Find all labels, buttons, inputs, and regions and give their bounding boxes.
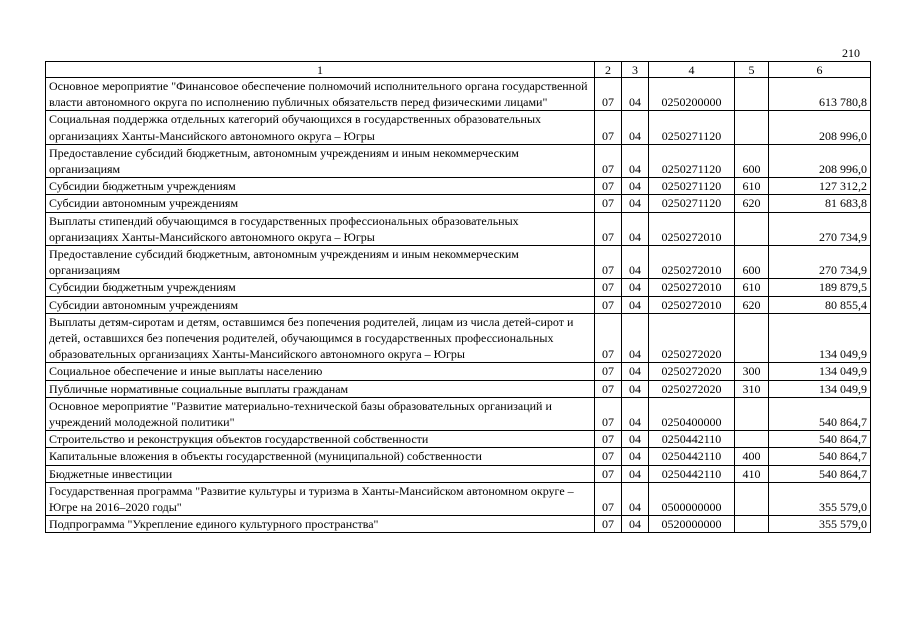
row-amount: 80 855,4 [769, 296, 871, 313]
row-expense-type-code [735, 482, 769, 515]
row-target-code: 0250442110 [649, 431, 735, 448]
table-row [46, 178, 871, 195]
row-target-code: 0250271120 [649, 195, 735, 212]
row-amount: 127 312,2 [769, 178, 871, 195]
table-row [46, 516, 871, 533]
row-section-code: 07 [595, 111, 622, 144]
row-target-code: 0250272010 [649, 212, 735, 245]
row-section-code: 07 [595, 313, 622, 363]
row-section-code: 07 [595, 78, 622, 111]
row-subsection-code: 04 [622, 178, 649, 195]
row-target-code: 0250271120 [649, 178, 735, 195]
page-number: 210 [842, 46, 860, 60]
row-target-code: 0250272020 [649, 380, 735, 397]
row-amount: 270 734,9 [769, 212, 871, 245]
row-name: Субсидии бюджетным учреждениям [46, 279, 595, 296]
row-subsection-code: 04 [622, 465, 649, 482]
table-row [46, 246, 871, 279]
row-subsection-code: 04 [622, 144, 649, 177]
row-name: Публичные нормативные социальные выплаты гражданам [46, 380, 595, 397]
row-target-code: 0250442110 [649, 465, 735, 482]
row-target-code: 0250272020 [649, 313, 735, 363]
row-amount: 540 864,7 [769, 448, 871, 465]
row-target-code: 0250272010 [649, 246, 735, 279]
row-section-code: 07 [595, 212, 622, 245]
row-expense-type-code [735, 78, 769, 111]
row-name: Основное мероприятие "Развитие материально-технической базы образовательных организаций и учреждений молодежной политики" [46, 397, 595, 430]
table-row [46, 363, 871, 380]
row-name: Строительство и реконструкция объектов государственной собственности [46, 431, 595, 448]
row-subsection-code: 04 [622, 279, 649, 296]
row-expense-type-code: 600 [735, 144, 769, 177]
row-expense-type-code: 300 [735, 363, 769, 380]
row-subsection-code: 04 [622, 380, 649, 397]
row-subsection-code: 04 [622, 212, 649, 245]
row-amount: 208 996,0 [769, 111, 871, 144]
table-row [46, 313, 871, 363]
row-section-code: 07 [595, 363, 622, 380]
row-subsection-code: 04 [622, 482, 649, 515]
row-expense-type-code: 310 [735, 380, 769, 397]
row-amount: 189 879,5 [769, 279, 871, 296]
header-col-1: 1 [46, 62, 595, 78]
row-subsection-code: 04 [622, 296, 649, 313]
row-target-code: 0520000000 [649, 516, 735, 533]
row-target-code: 0250442110 [649, 448, 735, 465]
row-amount: 355 579,0 [769, 516, 871, 533]
table-row [46, 431, 871, 448]
row-amount: 270 734,9 [769, 246, 871, 279]
row-name: Предоставление субсидий бюджетным, автономным учреждениям и иным некоммерческим организациям [46, 246, 595, 279]
row-name: Выплаты детям-сиротам и детям, оставшимся без попечения родителей, лицам из числа детей-сирот и детей, оставшихся без попечения родителей, обучающимся в государственных профессиональных образовательных организациях Ханты-Мансийского автономного округа – Югры [46, 313, 595, 363]
table-row [46, 482, 871, 515]
row-name: Социальная поддержка отдельных категорий обучающихся в государственных образовательных организациях Ханты-Мансийского автономного округа – Югры [46, 111, 595, 144]
row-section-code: 07 [595, 465, 622, 482]
row-subsection-code: 04 [622, 397, 649, 430]
row-subsection-code: 04 [622, 363, 649, 380]
row-amount: 134 049,9 [769, 313, 871, 363]
row-name: Бюджетные инвестиции [46, 465, 595, 482]
row-target-code: 0250400000 [649, 397, 735, 430]
row-subsection-code: 04 [622, 111, 649, 144]
table-row [46, 380, 871, 397]
row-amount: 208 996,0 [769, 144, 871, 177]
row-section-code: 07 [595, 397, 622, 430]
table-row [46, 195, 871, 212]
row-amount: 81 683,8 [769, 195, 871, 212]
table-row [46, 212, 871, 245]
row-target-code: 0500000000 [649, 482, 735, 515]
row-name: Предоставление субсидий бюджетным, автономным учреждениям и иным некоммерческим организациям [46, 144, 595, 177]
row-section-code: 07 [595, 448, 622, 465]
table-header-row [46, 62, 871, 78]
row-section-code: 07 [595, 178, 622, 195]
row-expense-type-code [735, 212, 769, 245]
row-name: Социальное обеспечение и иные выплаты населению [46, 363, 595, 380]
row-section-code: 07 [595, 246, 622, 279]
row-subsection-code: 04 [622, 448, 649, 465]
row-name: Субсидии автономным учреждениям [46, 296, 595, 313]
row-section-code: 07 [595, 380, 622, 397]
row-expense-type-code: 610 [735, 279, 769, 296]
row-target-code: 0250272020 [649, 363, 735, 380]
table-row [46, 111, 871, 144]
row-expense-type-code: 600 [735, 246, 769, 279]
row-subsection-code: 04 [622, 516, 649, 533]
table-body [46, 78, 871, 533]
row-target-code: 0250271120 [649, 144, 735, 177]
header-col-6: 6 [769, 62, 871, 78]
row-name: Выплаты стипендий обучающимся в государственных профессиональных образовательных организациях Ханты-Мансийского автономного округа – Югры [46, 212, 595, 245]
row-expense-type-code: 610 [735, 178, 769, 195]
row-expense-type-code [735, 313, 769, 363]
row-target-code: 0250271120 [649, 111, 735, 144]
row-expense-type-code [735, 431, 769, 448]
row-amount: 355 579,0 [769, 482, 871, 515]
row-section-code: 07 [595, 516, 622, 533]
row-target-code: 0250200000 [649, 78, 735, 111]
row-subsection-code: 04 [622, 431, 649, 448]
row-expense-type-code: 400 [735, 448, 769, 465]
row-amount: 134 049,9 [769, 380, 871, 397]
row-expense-type-code: 620 [735, 195, 769, 212]
row-amount: 613 780,8 [769, 78, 871, 111]
row-name: Субсидии бюджетным учреждениям [46, 178, 595, 195]
row-section-code: 07 [595, 482, 622, 515]
header-col-2: 2 [595, 62, 622, 78]
table-row [46, 279, 871, 296]
row-expense-type-code: 620 [735, 296, 769, 313]
table-row [46, 397, 871, 430]
row-section-code: 07 [595, 279, 622, 296]
row-amount: 540 864,7 [769, 431, 871, 448]
header-col-5: 5 [735, 62, 769, 78]
header-col-4: 4 [649, 62, 735, 78]
row-subsection-code: 04 [622, 246, 649, 279]
row-amount: 540 864,7 [769, 465, 871, 482]
row-subsection-code: 04 [622, 313, 649, 363]
row-name: Субсидии автономным учреждениям [46, 195, 595, 212]
row-amount: 540 864,7 [769, 397, 871, 430]
row-expense-type-code [735, 397, 769, 430]
row-subsection-code: 04 [622, 195, 649, 212]
row-name: Капитальные вложения в объекты государственной (муниципальной) собственности [46, 448, 595, 465]
row-section-code: 07 [595, 195, 622, 212]
row-subsection-code: 04 [622, 78, 649, 111]
row-name: Подпрограмма "Укрепление единого культурного пространства" [46, 516, 595, 533]
table-row [46, 144, 871, 177]
row-section-code: 07 [595, 296, 622, 313]
table-row [46, 78, 871, 111]
row-expense-type-code [735, 516, 769, 533]
row-name: Государственная программа "Развитие культуры и туризма в Ханты-Мансийском автономном округе – Югре на 2016–2020 годы" [46, 482, 595, 515]
row-target-code: 0250272010 [649, 296, 735, 313]
row-section-code: 07 [595, 431, 622, 448]
row-target-code: 0250272010 [649, 279, 735, 296]
table-row [46, 465, 871, 482]
header-col-3: 3 [622, 62, 649, 78]
budget-table [45, 61, 871, 533]
table-row [46, 448, 871, 465]
row-name: Основное мероприятие "Финансовое обеспечение полномочий исполнительного органа государственной власти автономного округа по исполнению публичных обязательств перед физическими лицами" [46, 78, 595, 111]
row-expense-type-code: 410 [735, 465, 769, 482]
table-row [46, 296, 871, 313]
row-section-code: 07 [595, 144, 622, 177]
row-expense-type-code [735, 111, 769, 144]
row-amount: 134 049,9 [769, 363, 871, 380]
